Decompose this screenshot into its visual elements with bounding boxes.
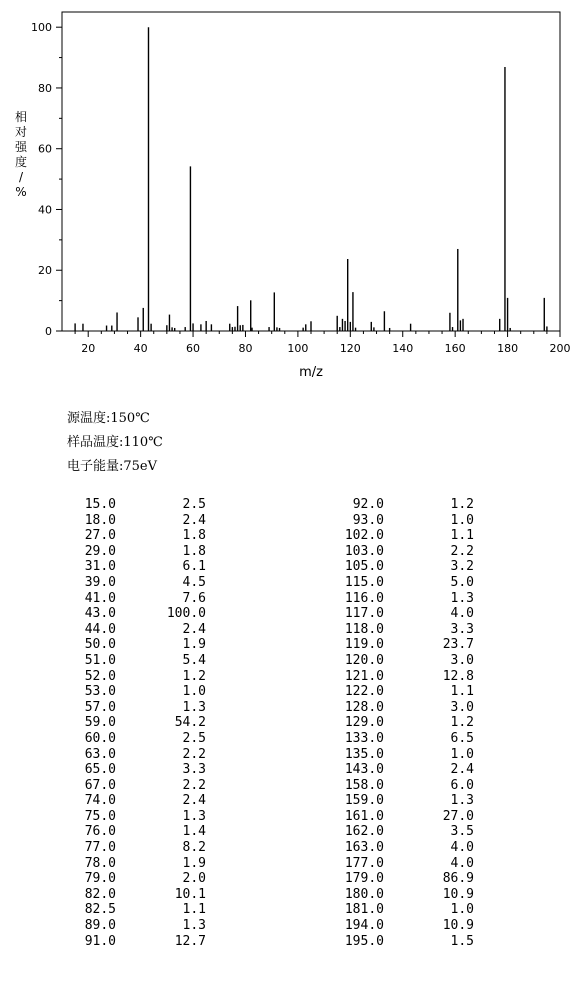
abundance-value: 8.2 (182, 840, 206, 856)
table-row (340, 622, 474, 638)
table-row (72, 778, 206, 794)
abundance-value: 3.3 (182, 762, 206, 778)
table-row (340, 669, 474, 685)
abundance-value: 1.5 (450, 933, 474, 949)
mz-value: 59.0 (84, 715, 116, 731)
table-row (340, 762, 474, 778)
mz-value: 128.0 (344, 699, 384, 715)
table-row (340, 856, 474, 872)
x-tick-label: 180 (497, 342, 519, 355)
table-row (72, 871, 206, 887)
x-tick-label: 80 (238, 342, 253, 355)
table-row (72, 731, 206, 747)
mz-value: 18.0 (84, 512, 116, 528)
table-row (72, 840, 206, 856)
mz-value: 89.0 (84, 918, 116, 934)
mz-value: 65.0 (84, 762, 116, 778)
mz-value: 91.0 (84, 933, 116, 949)
table-row (340, 934, 474, 950)
abundance-value: 2.5 (182, 497, 206, 512)
table-row (72, 918, 206, 934)
x-tick-label: 60 (186, 342, 201, 355)
y-tick-label: 80 (38, 81, 52, 95)
abundance-value: 27.0 (442, 808, 474, 824)
abundance-value: 1.3 (182, 808, 206, 824)
abundance-value: 12.8 (442, 668, 474, 684)
abundance-value: 3.5 (450, 824, 474, 840)
y-axis-label-char: % (15, 185, 27, 199)
mz-value: 102.0 (344, 528, 384, 544)
table-row (340, 731, 474, 747)
table-row (72, 684, 206, 700)
table-row (72, 669, 206, 685)
mz-value: 39.0 (84, 574, 116, 590)
x-tick-label: 20 (81, 342, 96, 355)
mz-value: 159.0 (344, 793, 384, 809)
electron-energy: 电子能量:75eV (67, 459, 158, 474)
table-row (340, 715, 474, 731)
abundance-value: 1.1 (450, 528, 474, 544)
table-row (340, 747, 474, 763)
abundance-value: 2.0 (182, 871, 206, 887)
table-row (72, 591, 206, 607)
abundance-value: 1.9 (182, 637, 206, 653)
mz-value: 50.0 (84, 637, 116, 653)
peak-table-left (72, 497, 206, 949)
table-row (72, 637, 206, 653)
table-row (72, 856, 206, 872)
mz-value: 57.0 (84, 699, 116, 715)
table-row (340, 653, 474, 669)
abundance-value: 5.4 (182, 652, 206, 668)
mz-value: 82.0 (84, 886, 116, 902)
abundance-value: 4.0 (450, 855, 474, 871)
abundance-value: 3.0 (450, 652, 474, 668)
x-tick-label: 200 (549, 342, 570, 355)
x-tick-label: 160 (444, 342, 466, 355)
table-row (72, 622, 206, 638)
table-row (340, 840, 474, 856)
abundance-value: 1.9 (182, 855, 206, 871)
abundance-value: 1.3 (182, 699, 206, 715)
table-row (72, 544, 206, 560)
abundance-value: 2.2 (182, 746, 206, 762)
table-row (72, 606, 206, 622)
mz-value: 179.0 (344, 871, 384, 887)
table-row (72, 902, 206, 918)
table-row (340, 824, 474, 840)
mz-value: 67.0 (84, 777, 116, 793)
y-axis-label-char: 强 (14, 140, 28, 154)
abundance-value: 2.4 (182, 793, 206, 809)
abundance-value: 12.7 (174, 933, 206, 949)
x-tick-label: 40 (133, 342, 148, 355)
mz-value: 93.0 (352, 512, 384, 528)
abundance-value: 54.2 (174, 715, 206, 731)
y-axis-label-char: 相 (14, 110, 28, 124)
table-row (340, 700, 474, 716)
table-row (72, 700, 206, 716)
abundance-value: 10.1 (174, 886, 206, 902)
table-row (340, 887, 474, 903)
table-row (340, 606, 474, 622)
table-row (340, 809, 474, 825)
mz-value: 194.0 (344, 918, 384, 934)
mz-value: 162.0 (344, 824, 384, 840)
abundance-value: 6.1 (182, 559, 206, 575)
table-row (340, 591, 474, 607)
table-row (72, 762, 206, 778)
mz-value: 118.0 (344, 621, 384, 637)
x-tick-label: 140 (392, 342, 414, 355)
abundance-value: 7.6 (182, 590, 206, 606)
table-row (340, 497, 474, 513)
abundance-value: 3.2 (450, 559, 474, 575)
table-row (340, 513, 474, 529)
abundance-value: 6.5 (450, 730, 474, 746)
table-row (72, 809, 206, 825)
mz-value: 117.0 (344, 606, 384, 622)
table-row (72, 824, 206, 840)
abundance-value: 1.0 (450, 512, 474, 528)
mz-value: 53.0 (84, 684, 116, 700)
table-row (340, 871, 474, 887)
mz-value: 63.0 (84, 746, 116, 762)
mz-value: 135.0 (344, 746, 384, 762)
mz-value: 105.0 (344, 559, 384, 575)
abundance-value: 10.9 (442, 918, 474, 934)
mz-value: 122.0 (344, 684, 384, 700)
mz-value: 163.0 (344, 840, 384, 856)
x-tick-label: 120 (339, 342, 361, 355)
abundance-value: 4.5 (182, 574, 206, 590)
abundance-value: 1.2 (450, 497, 474, 512)
mz-value: 120.0 (344, 652, 384, 668)
abundance-value: 1.4 (182, 824, 206, 840)
mz-value: 60.0 (84, 730, 116, 746)
mz-value: 116.0 (344, 590, 384, 606)
mz-value: 103.0 (344, 543, 384, 559)
abundance-value: 1.0 (450, 746, 474, 762)
table-row (72, 887, 206, 903)
table-row (72, 528, 206, 544)
table-row (72, 513, 206, 529)
abundance-value: 2.5 (182, 730, 206, 746)
mz-value: 119.0 (344, 637, 384, 653)
mz-value: 115.0 (344, 574, 384, 590)
y-axis-label-char: 对 (14, 125, 28, 139)
abundance-value: 1.1 (182, 902, 206, 918)
abundance-value: 2.2 (450, 543, 474, 559)
mz-value: 51.0 (84, 652, 116, 668)
abundance-value: 2.4 (182, 512, 206, 528)
sample-temperature: 样品温度:110℃ (67, 435, 163, 450)
mz-value: 75.0 (84, 808, 116, 824)
abundance-value: 100.0 (166, 606, 206, 622)
abundance-value: 1.3 (450, 590, 474, 606)
mz-value: 43.0 (84, 606, 116, 622)
conditions-block (67, 407, 163, 479)
table-row (340, 902, 474, 918)
abundance-value: 3.0 (450, 699, 474, 715)
abundance-value: 1.2 (450, 715, 474, 731)
x-axis-label: m/z (299, 365, 323, 380)
mz-value: 79.0 (84, 871, 116, 887)
mz-value: 92.0 (352, 497, 384, 512)
abundance-value: 1.1 (450, 684, 474, 700)
y-tick-label: 100 (31, 21, 52, 35)
abundance-value: 1.0 (450, 902, 474, 918)
abundance-value: 2.4 (450, 762, 474, 778)
table-row (72, 653, 206, 669)
mz-value: 76.0 (84, 824, 116, 840)
table-row (72, 715, 206, 731)
table-row (340, 544, 474, 560)
abundance-value: 4.0 (450, 606, 474, 622)
table-row (72, 934, 206, 950)
table-row (72, 575, 206, 591)
table-row (72, 747, 206, 763)
abundance-value: 4.0 (450, 840, 474, 856)
abundance-value: 86.9 (442, 871, 474, 887)
mz-value: 129.0 (344, 715, 384, 731)
y-tick-label: 40 (38, 203, 52, 217)
mz-value: 121.0 (344, 668, 384, 684)
mz-value: 181.0 (344, 902, 384, 918)
abundance-value: 1.3 (182, 918, 206, 934)
plot-frame (62, 12, 560, 331)
mz-value: 158.0 (344, 777, 384, 793)
mz-value: 77.0 (84, 840, 116, 856)
abundance-value: 1.2 (182, 668, 206, 684)
mz-value: 82.5 (84, 902, 116, 918)
table-row (72, 793, 206, 809)
abundance-value: 6.0 (450, 777, 474, 793)
mz-value: 27.0 (84, 528, 116, 544)
table-row (340, 528, 474, 544)
table-row (340, 559, 474, 575)
mz-value: 31.0 (84, 559, 116, 575)
abundance-value: 10.9 (442, 886, 474, 902)
abundance-value: 2.4 (182, 621, 206, 637)
table-row (340, 793, 474, 809)
table-row (340, 637, 474, 653)
mz-value: 180.0 (344, 886, 384, 902)
mass-spectrum-chart (0, 0, 570, 385)
source-temperature: 源温度:150℃ (67, 411, 150, 426)
abundance-value: 1.8 (182, 543, 206, 559)
table-row (340, 684, 474, 700)
abundance-value: 3.3 (450, 621, 474, 637)
y-axis-label-char: 度 (14, 155, 28, 169)
abundance-value: 5.0 (450, 574, 474, 590)
abundance-value: 23.7 (442, 637, 474, 653)
mz-value: 133.0 (344, 730, 384, 746)
mz-value: 74.0 (84, 793, 116, 809)
abundance-value: 1.3 (450, 793, 474, 809)
y-tick-label: 60 (38, 142, 52, 156)
mz-value: 195.0 (344, 933, 384, 949)
mz-value: 15.0 (84, 497, 116, 512)
mz-value: 29.0 (84, 543, 116, 559)
y-tick-label: 0 (45, 325, 52, 338)
table-row (340, 778, 474, 794)
x-tick-label: 100 (287, 342, 309, 355)
mz-value: 44.0 (84, 621, 116, 637)
mz-value: 177.0 (344, 855, 384, 871)
mz-value: 41.0 (84, 590, 116, 606)
peak-table-right (340, 497, 474, 949)
table-row (340, 918, 474, 934)
abundance-value: 1.8 (182, 528, 206, 544)
table-row (72, 497, 206, 513)
table-row (340, 575, 474, 591)
table-row (72, 559, 206, 575)
abundance-value: 2.2 (182, 777, 206, 793)
mz-value: 52.0 (84, 668, 116, 684)
mz-value: 161.0 (344, 808, 384, 824)
mz-value: 143.0 (344, 762, 384, 778)
mz-value: 78.0 (84, 855, 116, 871)
y-axis-label-char: / (18, 170, 24, 184)
y-tick-label: 20 (38, 264, 52, 278)
abundance-value: 1.0 (182, 684, 206, 700)
